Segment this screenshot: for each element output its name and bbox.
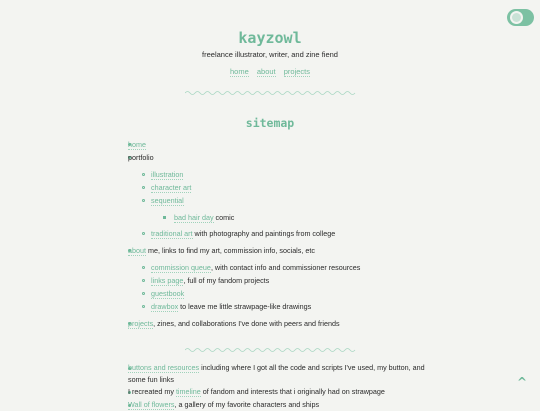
bullet: [163, 216, 166, 219]
moon-icon: [510, 11, 523, 24]
link-wall-of-flowers[interactable]: Wall of flowers: [128, 400, 175, 409]
link-drawbox[interactable]: drawbox: [151, 302, 179, 311]
link-commission-queue[interactable]: commission queue: [151, 263, 211, 272]
list-item: traditional art with photography and paintings from college: [151, 229, 336, 238]
main-nav: [0, 67, 540, 76]
link-about[interactable]: about: [128, 246, 146, 255]
link-links-page[interactable]: links page: [151, 276, 184, 285]
link-illustration[interactable]: illustration: [151, 170, 184, 179]
sitemap-title: sitemap: [245, 116, 295, 130]
list-item: I recreated my timeline of fandom and interests that i originally had on strawpage: [128, 387, 385, 396]
link-home[interactable]: home: [128, 140, 146, 149]
theme-toggle[interactable]: [507, 9, 534, 26]
link-buttons-resources[interactable]: buttons and resources: [128, 363, 200, 372]
bullet: [142, 279, 145, 282]
list-item: commission queue, with contact info and commissioner resources: [151, 263, 361, 272]
list-item: projects, zines, and collaborations I've done with peers and friends: [128, 319, 340, 328]
nav-projects[interactable]: projects: [283, 67, 310, 76]
link-sequential[interactable]: sequential: [151, 196, 184, 205]
list-item: portfolio: [128, 153, 154, 162]
link-timeline[interactable]: timeline: [175, 387, 201, 396]
tagline: freelance illustrator, writer, and zine fiend: [202, 50, 338, 59]
link-guestbook[interactable]: guestbook: [151, 289, 185, 298]
list-item: bad hair day comic: [174, 213, 235, 222]
link-traditional-art[interactable]: traditional art: [151, 229, 193, 238]
list-item: [128, 140, 146, 149]
divider-squiggle: [185, 90, 356, 96]
nav-home[interactable]: home: [230, 67, 249, 76]
list-item: [151, 183, 191, 192]
bullet: [142, 266, 145, 269]
link-bad-hair-day[interactable]: bad hair day: [174, 213, 214, 222]
site-title: kayzowl: [238, 29, 302, 47]
back-to-top-button[interactable]: ^: [517, 375, 528, 389]
link-projects[interactable]: projects: [128, 319, 154, 328]
list-item: buttons and resources including where I got all the code and scripts I've used, my button, and some fun links: [128, 363, 425, 384]
list-item: [151, 289, 184, 298]
link-character-art[interactable]: character art: [151, 183, 192, 192]
bullet: [142, 186, 145, 189]
list-item: Wall of flowers, a gallery of my favorite characters and ships: [128, 400, 320, 409]
list-item: drawbox to leave me little strawpage-like drawings: [151, 302, 312, 311]
bullet: [142, 199, 145, 202]
bullet: [142, 292, 145, 295]
nav-about[interactable]: about: [256, 67, 276, 76]
list-item: links page, full of my fandom projects: [151, 276, 270, 285]
divider-squiggle: [185, 347, 356, 353]
bullet: [142, 305, 145, 308]
list-item: [151, 196, 184, 205]
list-item: [151, 170, 183, 179]
bullet: [142, 232, 145, 235]
list-item: about me, links to find my art, commission info, socials, etc: [128, 246, 315, 255]
bullet: [142, 173, 145, 176]
